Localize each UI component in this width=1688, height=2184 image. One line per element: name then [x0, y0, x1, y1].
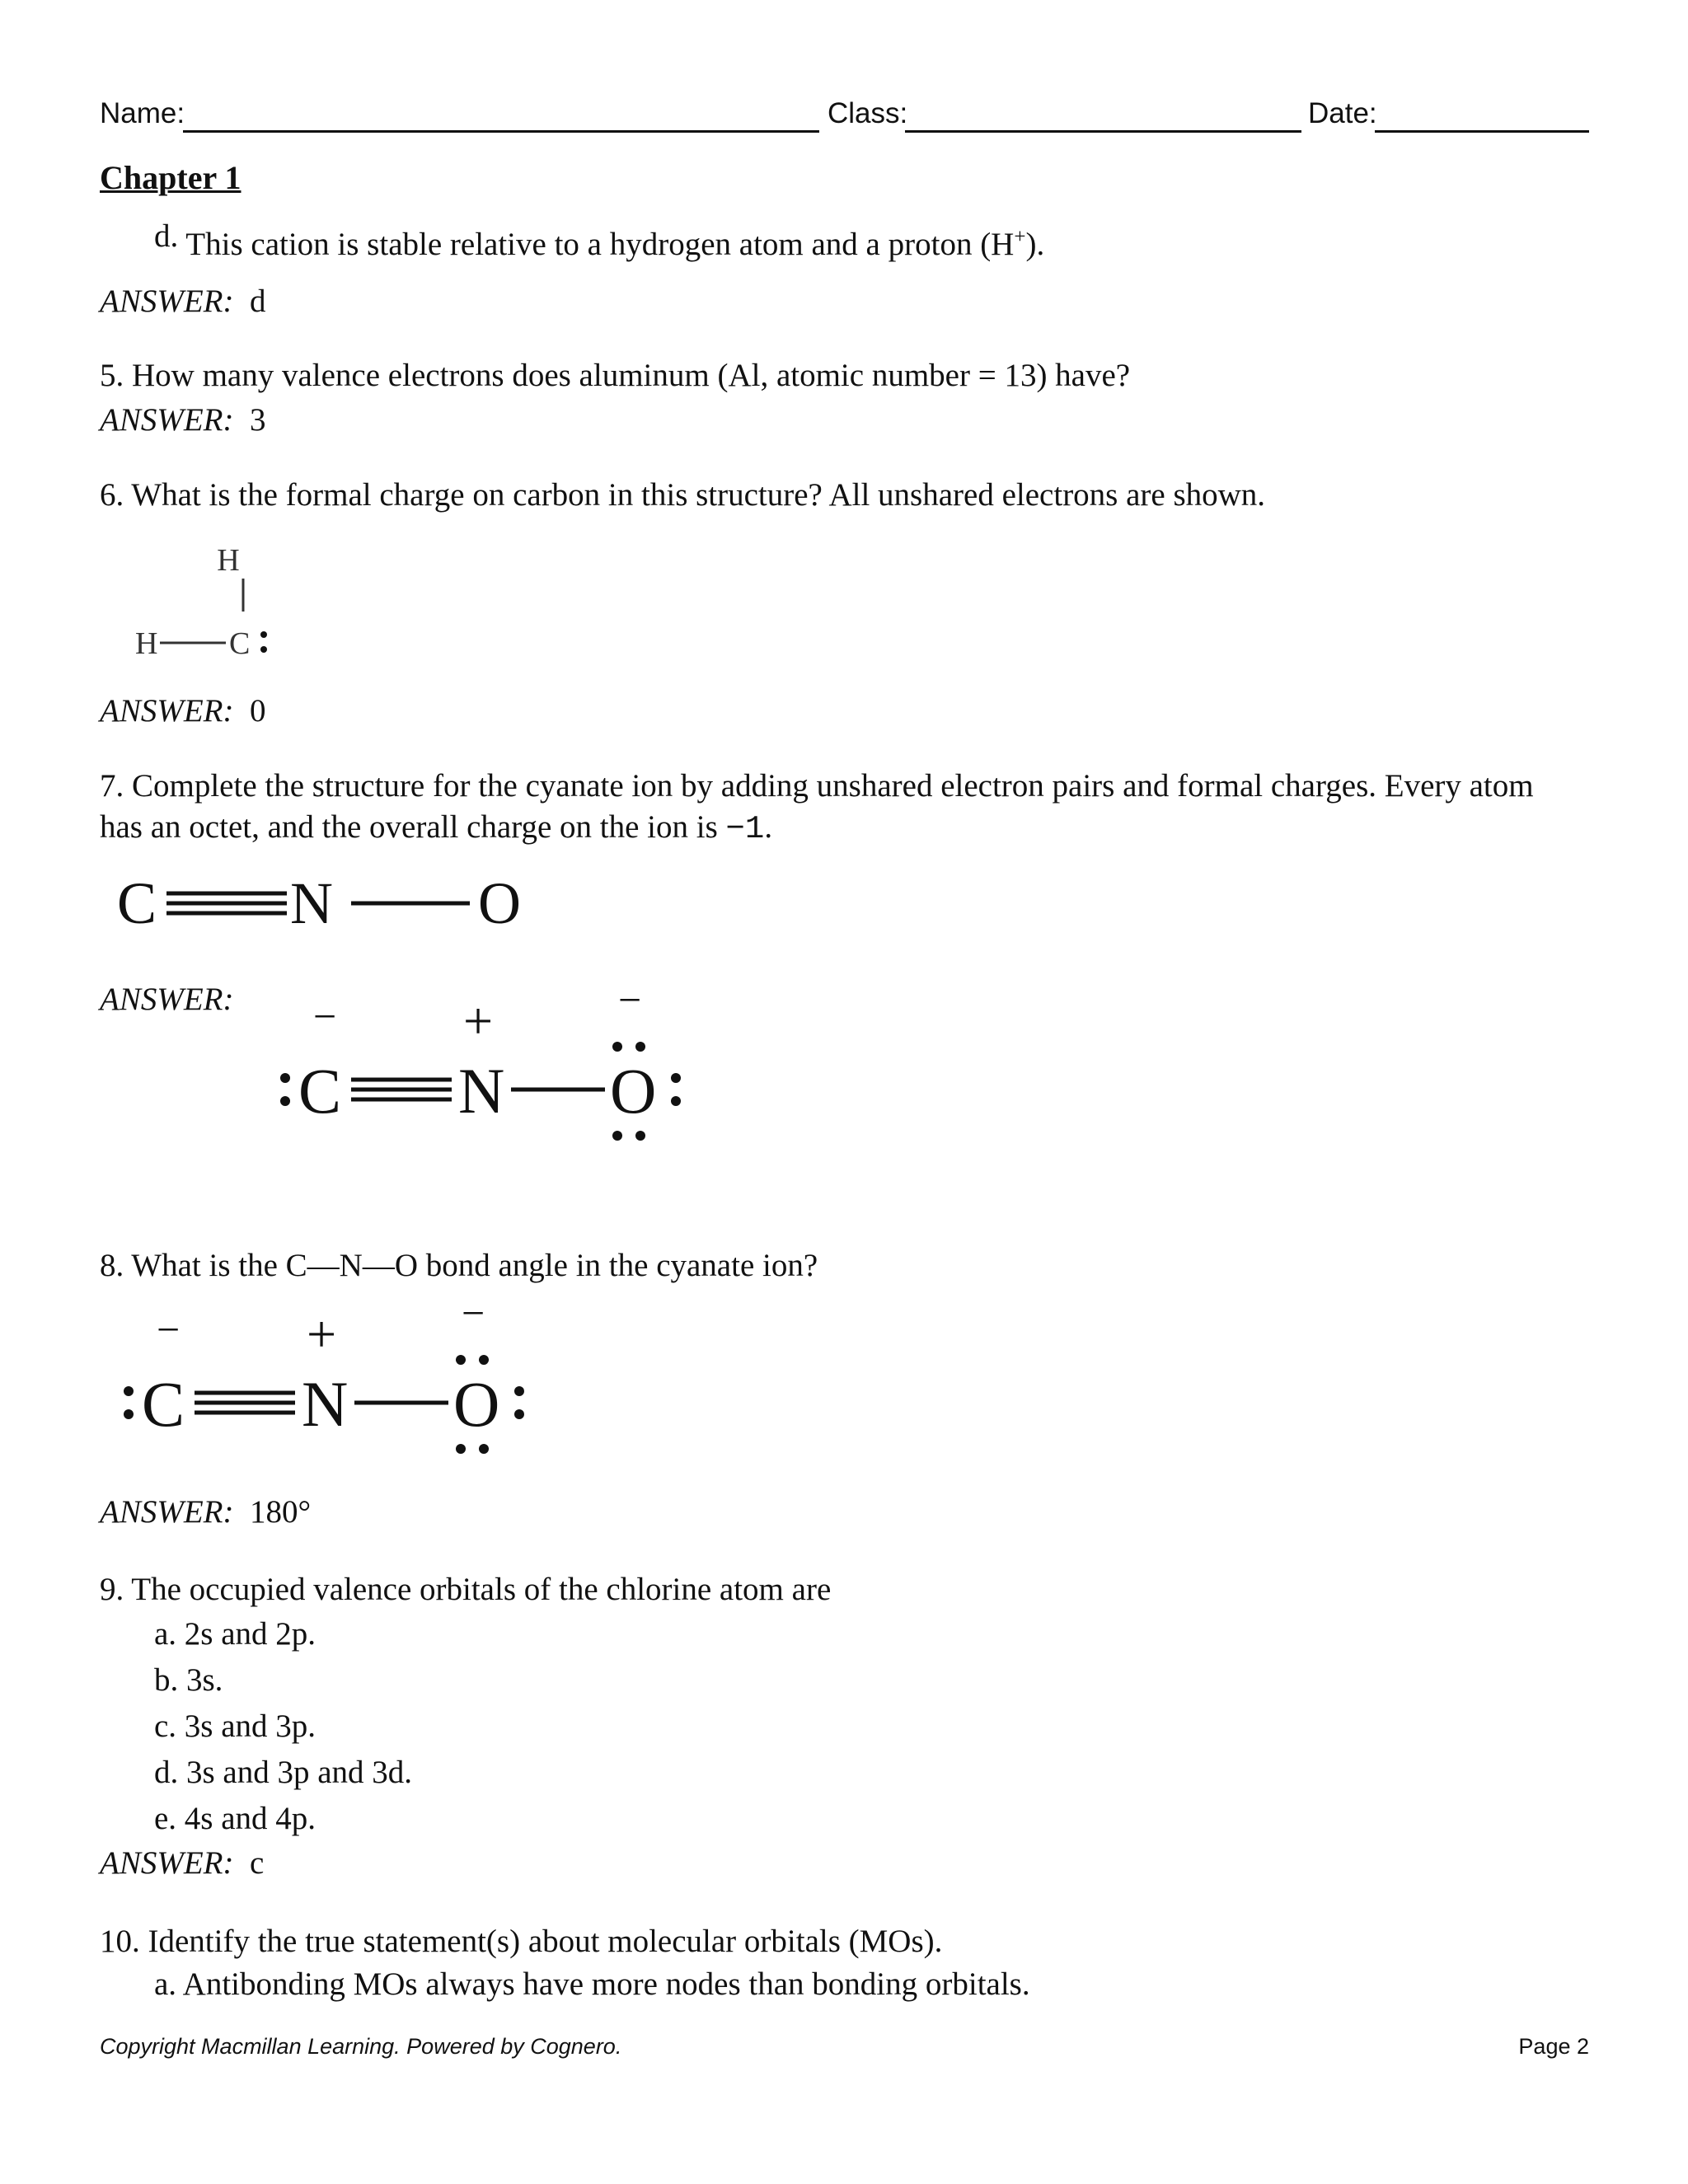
class-label: Class:: [828, 97, 908, 129]
q7-question-line1: 7. Complete the structure for the cyanate ion by adding unshared electron pairs and formal charges. Every atom: [100, 768, 1534, 804]
q4-option-text: This cation is stable relative to a hydrogen atom and a proton (H: [185, 227, 1015, 262]
lone-pair-dot: [260, 631, 267, 638]
answer-label: ANSWER:: [100, 402, 234, 438]
q4-option-end: ).: [1025, 227, 1045, 262]
q9-question: 9. The occupied valence orbitals of the chlorine atom are: [100, 1572, 832, 1607]
lone-pair-dot: [612, 1042, 622, 1052]
lone-pair-dot: [124, 1409, 134, 1419]
carbon-atom: C: [142, 1368, 185, 1440]
q8-answer: [100, 1493, 311, 1530]
q9-option-c: c. 3s and 3p.: [154, 1708, 316, 1744]
top-hydrogen: H: [217, 543, 240, 578]
name-label: Name:: [100, 97, 185, 129]
nitrogen-atom: N: [302, 1368, 349, 1440]
left-hydrogen: H: [135, 626, 158, 661]
q7-charge: −1: [725, 811, 765, 847]
class-field[interactable]: [905, 130, 1301, 133]
q9-option-a: a. 2s and 2p.: [154, 1616, 316, 1652]
date-field[interactable]: [1375, 130, 1589, 133]
carbon-charge: −: [313, 997, 337, 1039]
nitrogen-atom: N: [290, 870, 333, 936]
carbon-atom: C: [298, 1055, 342, 1127]
lone-pair-dot: [635, 1131, 645, 1141]
q10-option-a: a. Antibonding MOs always have more nodes than bonding orbitals.: [154, 1966, 1030, 2002]
answer-value: 180°: [249, 1494, 312, 1530]
carbon-charge: −: [157, 1306, 181, 1352]
q7-question-line2: [100, 808, 772, 850]
lone-pair-dot: [280, 1096, 290, 1106]
oxygen-atom: O: [610, 1055, 657, 1127]
lone-pair-dot: [456, 1444, 466, 1454]
q7-line2-text: has an octet, and the overall charge on the ion is: [100, 809, 726, 845]
q9-option-d: d. 3s and 3p and 3d.: [154, 1755, 413, 1790]
q4-option-d: [154, 218, 1045, 265]
page-number: Page 2: [1518, 2034, 1589, 2059]
q6-structure: [124, 536, 288, 668]
lone-pair-dot: [479, 1355, 489, 1365]
answer-value: 0: [249, 693, 266, 729]
nitrogen-charge: +: [463, 997, 494, 1050]
answer-label: ANSWER:: [100, 1494, 234, 1530]
lone-pair-dot: [514, 1386, 524, 1396]
oxygen-atom: O: [478, 870, 521, 936]
q9-option-e: e. 4s and 4p.: [154, 1801, 316, 1836]
q6-question: 6. What is the formal charge on carbon in this structure? All unshared electrons are shown.: [100, 477, 1266, 513]
lone-pair-dot: [671, 1096, 681, 1106]
lone-pair-dot: [479, 1444, 489, 1454]
answer-label: ANSWER:: [100, 1845, 234, 1881]
q5-answer: [100, 401, 265, 438]
lone-pair-dot: [612, 1131, 622, 1141]
q7-period: .: [764, 809, 773, 845]
answer-value: 3: [249, 402, 266, 438]
oxygen-charge: −: [462, 1302, 485, 1336]
lone-pair-dot: [635, 1042, 645, 1052]
q7-structure: [107, 857, 536, 940]
q8-structure: [115, 1302, 544, 1459]
lone-pair-dot: [514, 1409, 524, 1419]
answer-value: d: [249, 284, 266, 319]
q10-question: 10. Identify the true statement(s) about molecular orbitals (MOs).: [100, 1924, 943, 1959]
q4-option-letter: d.: [154, 218, 179, 254]
chapter-heading: Chapter 1: [100, 159, 241, 196]
carbon-atom: C: [229, 626, 251, 661]
carbon-atom: C: [117, 870, 157, 936]
q9-answer: [100, 1844, 264, 1882]
q7-answer-label: [100, 981, 233, 1018]
nitrogen-atom: N: [458, 1055, 505, 1127]
oxygen-charge: −: [618, 997, 642, 1023]
answer-value: c: [249, 1845, 265, 1881]
q8-question: 8. What is the C—N—O bond angle in the cyanate ion?: [100, 1248, 818, 1283]
oxygen-atom: O: [453, 1368, 500, 1440]
lone-pair-dot: [280, 1073, 290, 1083]
lone-pair-dot: [124, 1386, 134, 1396]
q4-superscript: +: [1014, 226, 1026, 248]
q6-answer: [100, 692, 265, 729]
q7-answer-structure: [272, 997, 701, 1154]
q9-option-b: b. 3s.: [154, 1662, 223, 1698]
footer-copyright: Copyright Macmillan Learning. Powered by Cognero.: [100, 2034, 622, 2059]
date-label: Date:: [1308, 97, 1377, 129]
lone-pair-dot: [456, 1355, 466, 1365]
nitrogen-charge: +: [307, 1305, 337, 1363]
answer-label: ANSWER:: [100, 693, 234, 729]
q4-answer: [100, 283, 265, 320]
q5-question: 5. How many valence electrons does aluminum (Al, atomic number = 13) have?: [100, 358, 1131, 393]
name-field[interactable]: [183, 130, 819, 133]
lone-pair-dot: [260, 646, 267, 653]
lone-pair-dot: [671, 1073, 681, 1083]
answer-label: ANSWER:: [100, 982, 234, 1017]
answer-label: ANSWER:: [100, 284, 234, 319]
